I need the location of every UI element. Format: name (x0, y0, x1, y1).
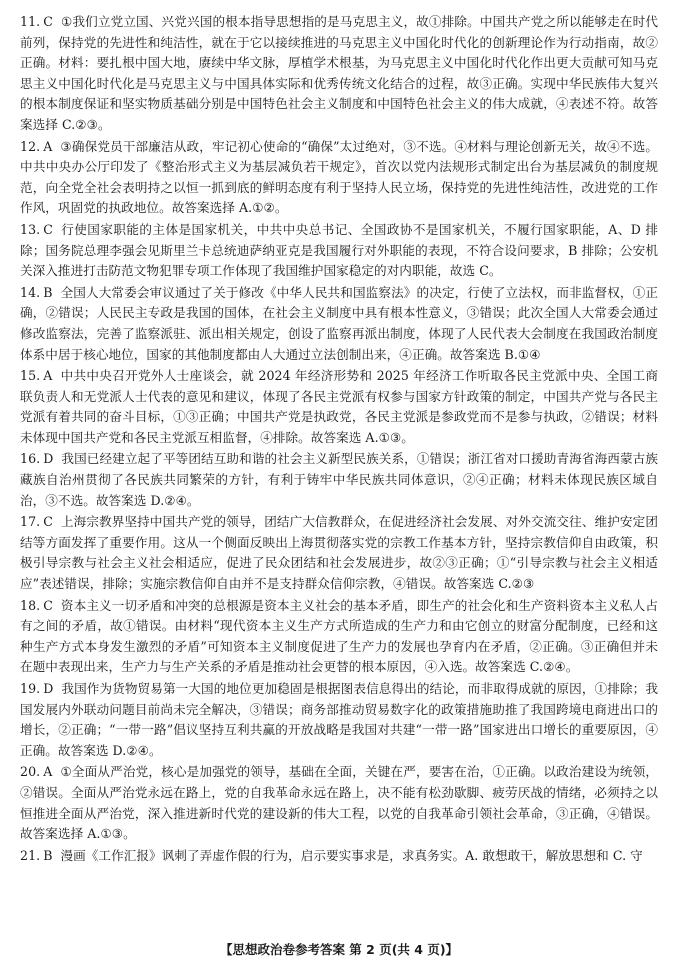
answer-item (20, 596, 658, 678)
question-number: 15. (20, 368, 41, 384)
question-number: 17. (20, 514, 41, 530)
answer-item (20, 283, 658, 365)
answer-letter: D (43, 681, 54, 696)
answer-letter: C (43, 221, 53, 237)
question-number: 16. (20, 451, 41, 467)
question-number: 12. (20, 138, 41, 154)
answer-letter: B (43, 284, 53, 300)
answer-letter: B (43, 847, 53, 863)
answer-item (20, 220, 658, 282)
question-number: 20. (20, 764, 41, 780)
explanation-text: 行使国家职能的主体是国家机关，中共中央总书记、全国政协不是国家机关，不履行国家职能，A、D 排除；国务院总理李强会见斯里兰卡总统迪萨纳亚克是我国履行对外职能的表现，不符合设问要求，B 排除；公安机关深入推进打击防范文物犯罪专项工作体现了我国维护国家稳定的对内职能，故选 C。 (20, 221, 658, 279)
answer-item (20, 846, 658, 867)
answer-item (20, 12, 658, 136)
answer-letter: A (43, 138, 53, 154)
explanation-text: 我国作为货物贸易第一大国的地位更加稳固是根据图表信息得出的结论，而非取得成就的原因，①排除；我国发展内外联动问题目前尚未完全解决，③错误；商务部推动贸易数字化的政策措施助推了我国跨境电商进出口的增长，②正确；“一带一路”倡议坚持互利共赢的开放战略是我国对共建“一带一路”国家进出口增长的重要原因，④正确。故答案选 D.②④。 (20, 681, 658, 758)
answer-item (20, 762, 658, 844)
question-number: 18. (20, 597, 41, 613)
answer-item (20, 679, 658, 761)
question-number: 14. (20, 284, 41, 300)
explanation-text: 资本主义一切矛盾和冲突的总根源是资本主义社会的基本矛盾，即生产的社会化和生产资料资本主义私人占有之间的矛盾，故①错误。由材料“现代资本主义生产方式所造成的生产力和由它创立的财富分配制度，已经和这种生产方式本身发生激烈的矛盾”可知资本主义制度促进了生产力的发展也孕育内在矛盾，②正确。③正确但并未在题中表现出来，生产力与生产关系的矛盾是推动社会更替的根本原因，④入选。故答案选 C.②④。 (20, 597, 658, 675)
explanation-text: 漫画《工作汇报》讽刺了弄虚作假的行为，启示要实事求是，求真务实。A. 敢想敢干，解放思想和 C. 守 (60, 847, 643, 863)
explanation-text: ①全面从严治党，核心是加强党的领导，基础在全面，关键在严，要害在治，①正确。以政治建设为统领，②错误。全面从严治党永远在路上，党的自我革命永远在路上，决不能有松劲歇脚、疲劳厌战的情绪，必须持之以恒推进全面从严治党，深入推进新时代党的建设新的伟大工程，以党的自我革命引领社会革命，③正确，④错误。故答案选择 A.①③。 (20, 764, 658, 842)
answer-item (20, 449, 658, 511)
answer-letter: C (43, 597, 53, 613)
question-number: 11. (20, 14, 41, 29)
explanation-text: 上海宗教界坚持中国共产党的领导，团结广大信教群众，在促进经济社会发展、对外交流交往、维护安定团结等方面发挥了重要作用。这从一个侧面反映出上海贯彻落实党的宗教工作基本方针，坚持宗教信仰自由政策，积极引导宗教与社会主义社会相适应，促进了民众团结和社会发展进步，故②③正确；①“引导宗教与社会主义相适应”表述错误，排除；实施宗教信仰自由并不是支持群众信仰宗教，④错误。故答案选 C.②③ (20, 514, 658, 592)
answer-letter: C (43, 514, 53, 530)
answer-item (20, 512, 658, 594)
answer-list (20, 12, 658, 866)
explanation-text: ③确保党员干部廉洁从政，牢记初心使命的“确保”太过绝对，③不选。④材料与理论创新无关，故④不选。中共中央办公厅印发了《整治形式主义为基层减负若干规定》，首次以党内法规形式制定出台为基层减负的制度规范，向全党全社会表明持之以恒一抓到底的鲜明态度有利于坚持人民立场，保持党的先进性纯洁性，改进党的工作作风，巩固党的执政地位。故答案选择 A.①②。 (20, 138, 658, 216)
answer-letter: C (43, 14, 53, 29)
explanation-text: 全国人大常委会审议通过了关于修改《中华人民共和国监察法》的决定，行使了立法权，而非监督权，①正确，②错误；人民民主专政是我国的国体，在社会主义制度中具有根本性意义，③错误；此次全国人大常委会通过修改监察法，完善了监察派驻、派出相关规定，创设了监察再派出制度，体现了人民代表大会制度在我国政治制度体系中居于核心地位，国家的其他制度都由人大通过立法创制出来，④正确。故答案选 B.①④ (20, 284, 658, 362)
answer-letter: A (43, 764, 53, 780)
answer-item (20, 366, 658, 448)
answer-letter: D (43, 451, 54, 467)
explanation-text: ①我们立党立国、兴党兴国的根本指导思想指的是马克思主义，故①排除。中国共产党之所以能够走在时代前列，保持党的先进性和纯洁性，就在于它以接续推进的马克思主义中国化时代化的创新理论作为行动指南，故②正确。材料：要扎根中国大地，赓续中华文脉，厚植学术根基，为马克思主义中国化时代化作出更大贡献可知马克思主义中国化时代化是马克思主义与中国具体实际和优秀传统文化结合的过程，故③正确。实现中华民族伟大复兴的根本制度保证和坚实物质基础分别是中国特色社会主义制度和中国特色社会主义的伟大成就，④表述不符。故答案选择 C.②③。 (20, 14, 658, 132)
page-footer: 【思想政治卷参考答案 第 2 页(共 4 页)】 (219, 942, 459, 957)
question-number: 19. (20, 681, 41, 696)
answer-letter: A (43, 368, 53, 384)
answer-item (20, 137, 658, 219)
explanation-text: 我国已经建立起了平等团结互助和谐的社会主义新型民族关系，①错误；浙江省对口援助青海省海西蒙古族藏族自治州贯彻了各民族共同繁荣的方针，有利于铸牢中华民族共同体意识，②④正确；材料未体现民族区域自治，③不选。故答案选 D.②④。 (20, 451, 658, 508)
question-number: 13. (20, 221, 41, 237)
explanation-text: 中共中央召开党外人士座谈会，就 2024 年经济形势和 2025 年经济工作听取各民主党派中央、全国工商联负责人和无党派人士代表的意见和建议，体现了各民主党派有权参与国家方针政策的制定，中国共产党与各民主党派有着共同的奋斗目标，①③正确；中国共产党是执政党，各民主党派是参政党而不是参与执政，②错误；材料未体现中国共产党和各民主党派互相监督，④排除。故答案选 A.①③。 (20, 368, 658, 445)
question-number: 21. (20, 847, 41, 863)
